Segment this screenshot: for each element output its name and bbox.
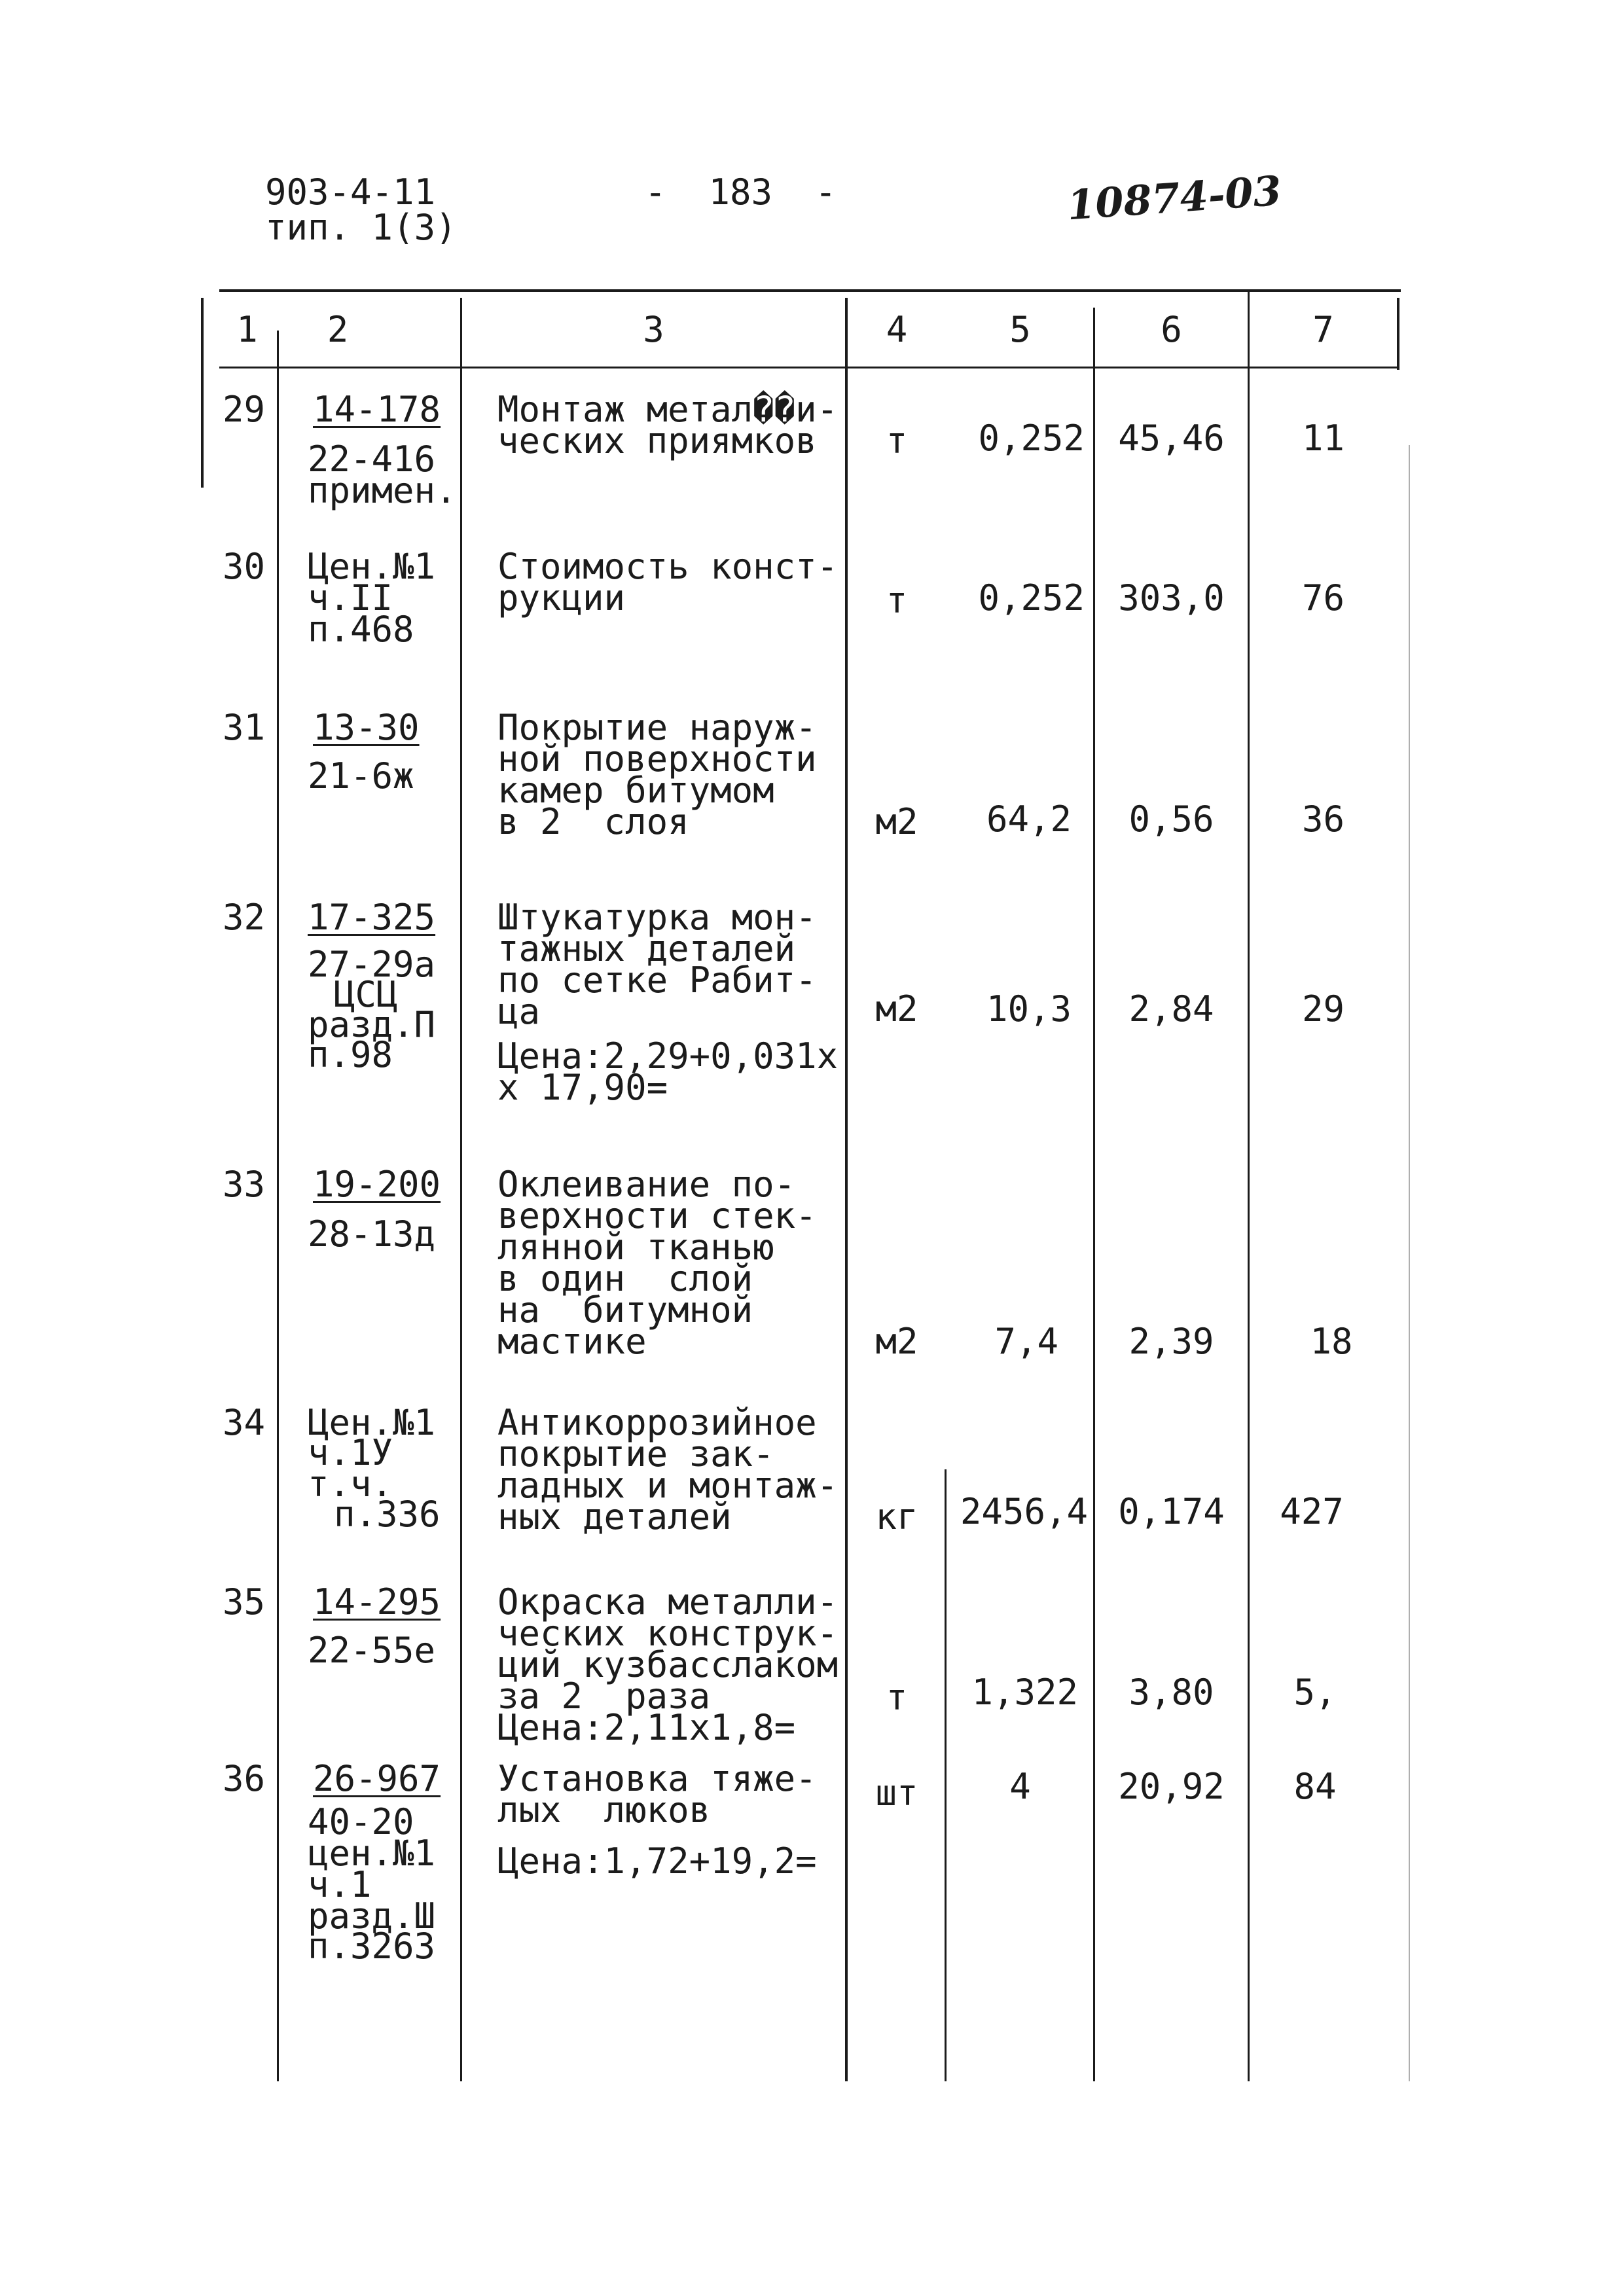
handwritten-registration-number: 10874-03 — [1065, 166, 1283, 230]
total-cost: 427 — [1280, 1491, 1344, 1532]
page-number: - 183 - — [645, 171, 837, 213]
unit: т — [886, 420, 908, 461]
unit-price: 2,84 — [1128, 988, 1214, 1030]
work-description: на битумной — [497, 1289, 753, 1331]
quantity: 0,252 — [978, 418, 1085, 459]
norm-code: 26-967 — [313, 1758, 441, 1799]
header-bottom-border — [219, 367, 1398, 368]
column-divider — [945, 1469, 947, 2081]
work-description: покрытие зак- — [497, 1433, 774, 1475]
document-type: тип. 1(3) — [265, 207, 457, 248]
work-description: ных деталей — [497, 1496, 732, 1537]
left-border — [201, 298, 204, 488]
work-description: Антикоррозийное — [497, 1402, 817, 1443]
norm-reference: разд.Ш — [308, 1895, 436, 1937]
total-cost: 18 — [1310, 1321, 1353, 1362]
work-description: ца — [497, 991, 541, 1032]
work-description: ческих приямков — [497, 420, 817, 461]
row-number: 31 — [223, 707, 266, 748]
document-code: 903-4-11 — [265, 171, 436, 213]
total-cost: 76 — [1301, 577, 1345, 619]
total-cost: 11 — [1301, 418, 1345, 459]
total-cost: 29 — [1301, 988, 1345, 1030]
work-description: мастике — [497, 1321, 647, 1362]
unit: кг — [875, 1496, 918, 1537]
work-description: лых люков — [497, 1789, 711, 1831]
norm-reference: 28-13д — [308, 1213, 436, 1255]
right-border — [1397, 298, 1399, 370]
work-description: камер битумом — [497, 770, 774, 811]
column-header: 5 — [1009, 309, 1031, 350]
unit: м2 — [875, 988, 918, 1030]
column-header: 3 — [643, 309, 664, 350]
norm-code: 17-325 — [308, 897, 436, 938]
price-calculation: Цена:2,11х1,8= — [497, 1707, 796, 1748]
column-divider — [1093, 308, 1095, 2081]
total-cost: 36 — [1301, 798, 1345, 840]
norm-reference: п.98 — [308, 1034, 393, 1075]
quantity: 10,3 — [986, 988, 1072, 1030]
quantity: 4 — [1009, 1766, 1031, 1807]
work-description: ческих конструк- — [497, 1613, 839, 1654]
norm-code: 13-30 — [313, 707, 420, 748]
quantity: 7,4 — [994, 1321, 1058, 1362]
work-description: верхности стек- — [497, 1195, 817, 1236]
unit-price: 3,80 — [1128, 1672, 1214, 1713]
work-description: Оклеивание по- — [497, 1164, 796, 1205]
norm-reference: п.3263 — [308, 1926, 436, 1967]
row-number: 30 — [223, 546, 266, 587]
norm-reference: т.ч. — [308, 1463, 393, 1505]
row-number: 35 — [223, 1581, 266, 1623]
table-top-border — [219, 289, 1401, 292]
norm-code: Цен.№1 — [308, 546, 436, 587]
quantity: 2456,4 — [960, 1491, 1088, 1532]
work-description: ций кузбасслаком — [497, 1644, 839, 1685]
unit-price: 0,56 — [1128, 798, 1214, 840]
unit-price: 2,39 — [1128, 1321, 1214, 1362]
norm-reference: 27-29а — [308, 944, 436, 985]
norm-reference: ч.1 — [308, 1864, 372, 1905]
unit: т — [886, 580, 908, 621]
total-cost: 84 — [1293, 1766, 1337, 1807]
unit-price: 0,174 — [1118, 1491, 1225, 1532]
work-description: за 2 раза — [497, 1676, 711, 1717]
unit-price: 45,46 — [1118, 418, 1225, 459]
work-description: лянной тканью — [497, 1227, 774, 1268]
row-number: 32 — [223, 897, 266, 938]
price-calculation: Цена:2,29+0,031х — [497, 1035, 839, 1077]
column-divider — [460, 298, 462, 2081]
norm-reference: 22-416 — [308, 439, 436, 480]
work-description: Монтаж метал��и- — [497, 389, 839, 430]
work-description: Штукатурка мон- — [497, 897, 817, 938]
norm-reference: ч.II — [308, 577, 393, 619]
work-description: Установка тяже- — [497, 1758, 817, 1799]
norm-reference: цен.№1 — [308, 1833, 436, 1874]
column-header: 1 — [236, 309, 258, 350]
work-description: тажных деталей — [497, 928, 796, 969]
unit: т — [886, 1677, 908, 1718]
work-description: Покрытие наруж- — [497, 707, 817, 748]
norm-reference: ч.1У — [308, 1432, 393, 1473]
work-description: в один слой — [497, 1258, 753, 1299]
quantity: 1,322 — [971, 1672, 1078, 1713]
norm-code: 14-295 — [313, 1581, 441, 1623]
quantity: 0,252 — [978, 577, 1085, 619]
unit-price: 303,0 — [1118, 577, 1225, 619]
norm-reference: ЦСЦ — [334, 974, 398, 1015]
column-divider — [277, 331, 279, 2081]
quantity: 64,2 — [986, 798, 1072, 840]
unit: м2 — [875, 801, 918, 842]
work-description: Окраска металли- — [497, 1581, 839, 1623]
work-description: по сетке Рабит- — [497, 960, 817, 1001]
norm-reference: 21-6ж — [308, 755, 414, 797]
work-description: рукции — [497, 577, 626, 619]
unit: м2 — [875, 1321, 918, 1362]
work-description: Стоимость конст- — [497, 546, 839, 587]
column-divider — [845, 298, 848, 2081]
norm-reference: п.336 — [334, 1494, 441, 1535]
row-number: 29 — [223, 389, 266, 430]
work-description: ной поверхности — [497, 738, 817, 780]
row-number: 33 — [223, 1164, 266, 1205]
work-description: в 2 слоя — [497, 801, 689, 842]
norm-code: 14-178 — [313, 389, 441, 430]
norm-code: 19-200 — [313, 1164, 441, 1205]
column-header: 7 — [1312, 309, 1334, 350]
column-divider — [1248, 291, 1250, 2081]
unit-price: 20,92 — [1118, 1766, 1225, 1807]
total-cost: 5, — [1293, 1672, 1337, 1713]
norm-reference: разд.П — [308, 1004, 436, 1045]
column-header: 6 — [1161, 309, 1182, 350]
unit: шт — [875, 1772, 918, 1814]
column-header: 4 — [886, 309, 908, 350]
norm-code: Цен.№1 — [308, 1402, 436, 1443]
price-calculation: Цена:1,72+19,2= — [497, 1840, 817, 1882]
norm-reference: примен. — [308, 470, 457, 511]
row-number: 36 — [223, 1758, 266, 1799]
norm-reference: п.468 — [308, 609, 414, 650]
norm-reference: 22-55е — [308, 1630, 436, 1671]
column-header: 2 — [327, 309, 349, 350]
work-description: ладных и монтаж- — [497, 1465, 839, 1506]
price-calculation: х 17,90= — [497, 1067, 668, 1108]
norm-reference: 40-20 — [308, 1801, 414, 1842]
row-number: 34 — [223, 1402, 266, 1443]
right-edge-trace — [1409, 445, 1410, 2081]
